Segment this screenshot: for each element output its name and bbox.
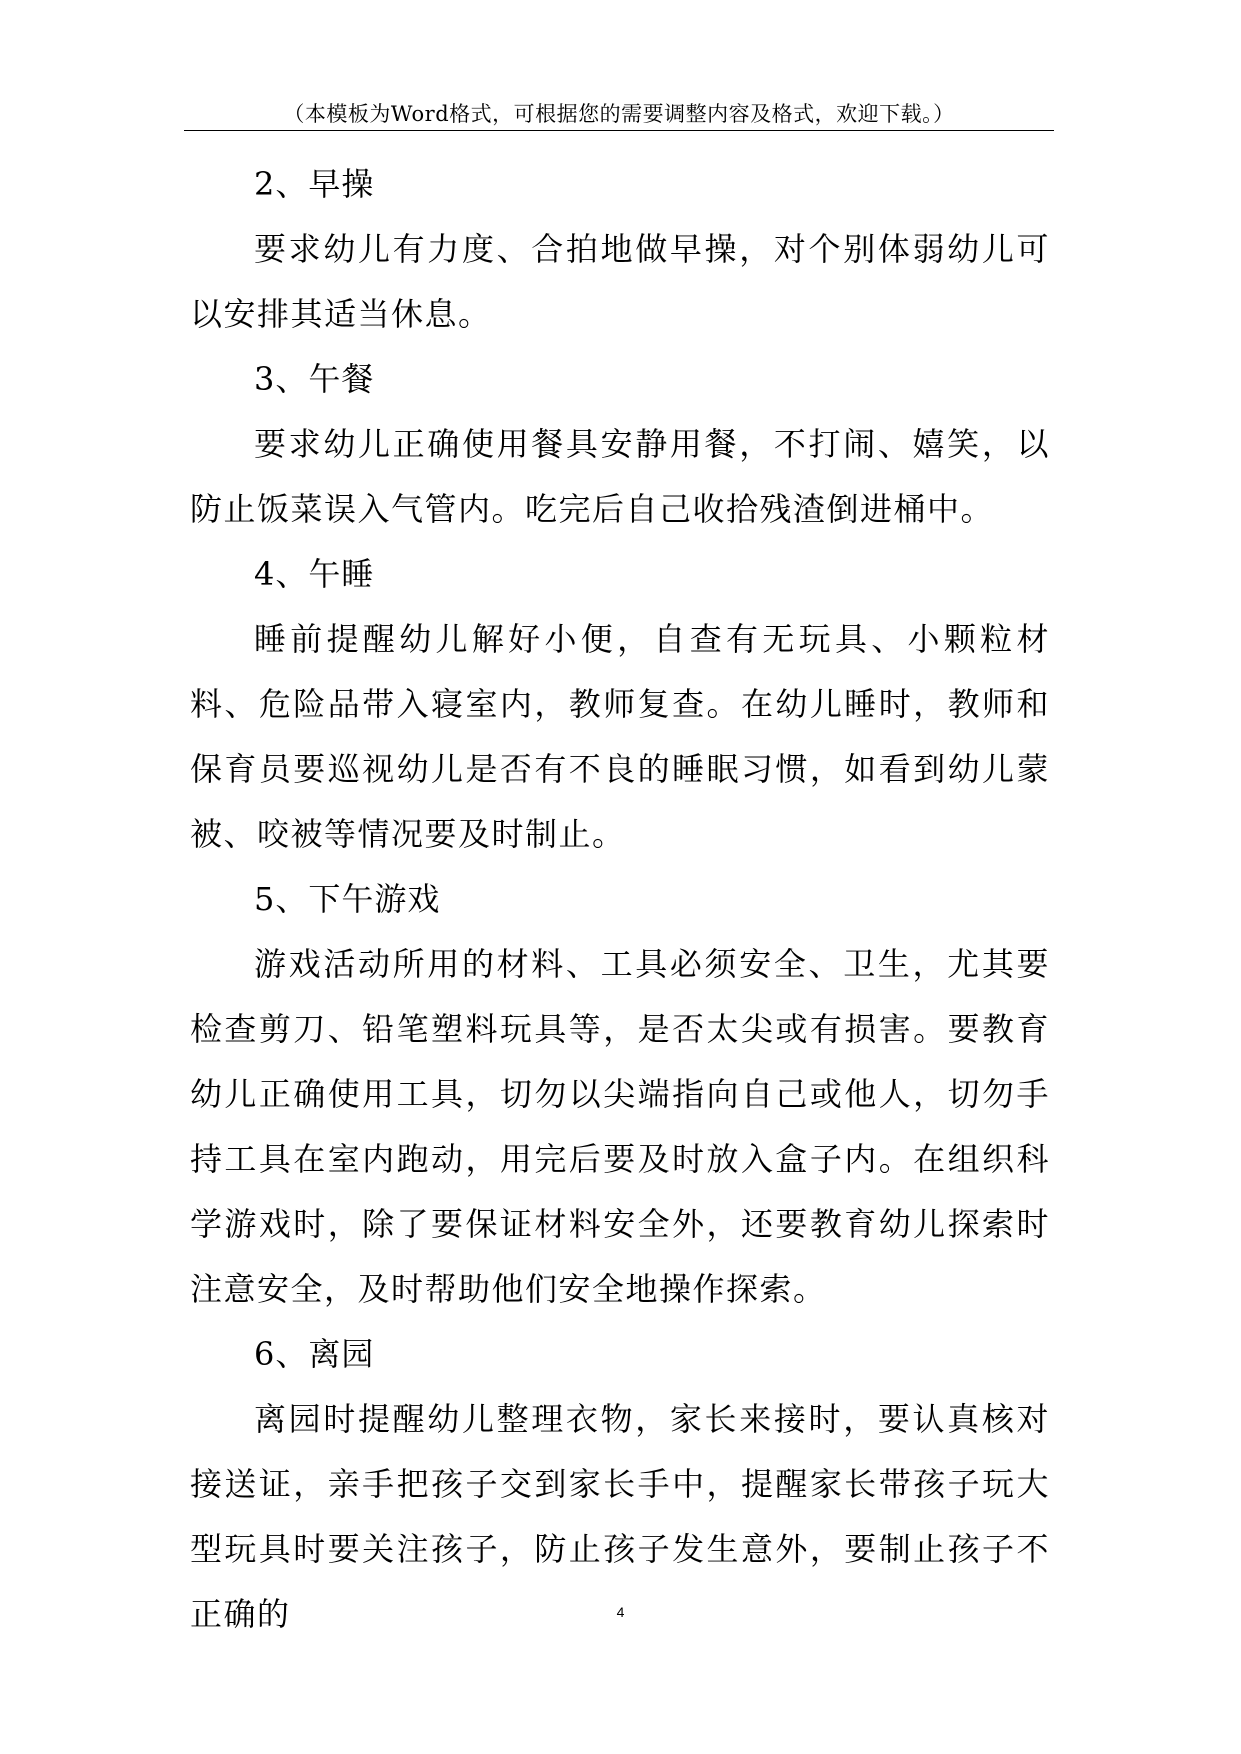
header-divider	[184, 130, 1054, 131]
section-heading-nap: 4、午睡	[254, 555, 375, 593]
section-paragraph-afternoon-games: 游戏活动所用的材料、工具必须安全、卫生，尤其要检查剪刀、铅笔塑料玩具等，是否太尖或有损害。要教育幼儿正确使用工具，切勿以尖端指向自己或他人，切勿手持工具在室内跑动，用完后要及时放入盒子内。在组织科学游戏时，除了要保证材料安全外，还要教育幼儿探索时注意安全，及时帮助他们安全地操作探索。	[190, 945, 1050, 1308]
section-heading-departure: 6、离园	[254, 1335, 375, 1373]
section-heading-afternoon-games: 5、下午游戏	[254, 880, 441, 918]
header-note: （本模板为Word格式，可根据您的需要调整内容及格式，欢迎下载。）	[283, 102, 955, 126]
section-paragraph-lunch: 要求幼儿正确使用餐具安静用餐，不打闹、嬉笑，以防止饭菜误入气管内。吃完后自己收拾残渣倒进桶中。	[190, 425, 1050, 528]
section-heading-morning-exercise: 2、早操	[254, 165, 375, 203]
page-number: 4	[616, 1604, 625, 1620]
section-paragraph-morning-exercise: 要求幼儿有力度、合拍地做早操，对个别体弱幼儿可以安排其适当休息。	[190, 230, 1050, 333]
section-heading-lunch: 3、午餐	[254, 360, 375, 398]
section-paragraph-departure: 离园时提醒幼儿整理衣物，家长来接时，要认真核对接送证，亲手把孩子交到家长手中，提醒家长带孩子玩大型玩具时要关注孩子，防止孩子发生意外，要制止孩子不正确的	[190, 1400, 1050, 1633]
section-paragraph-nap: 睡前提醒幼儿解好小便，自查有无玩具、小颗粒材料、危险品带入寝室内，教师复查。在幼儿睡时，教师和保育员要巡视幼儿是否有不良的睡眠习惯，如看到幼儿蒙被、咬被等情况要及时制止。	[190, 620, 1050, 853]
document-body	[190, 152, 1050, 1647]
